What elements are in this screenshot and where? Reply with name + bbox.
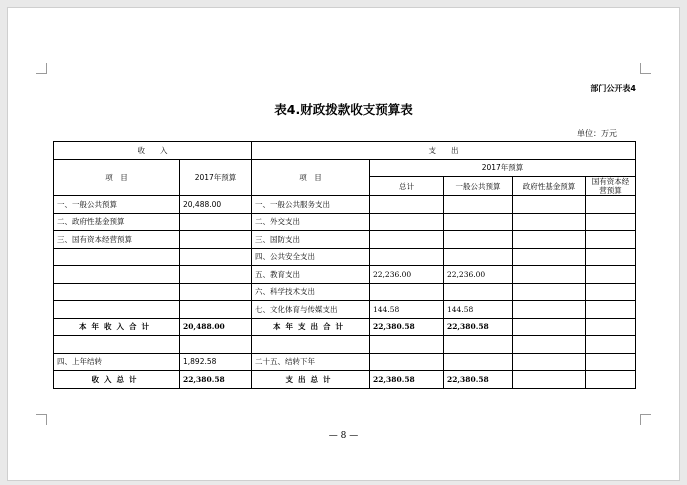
- expense-general-cell: [444, 231, 513, 249]
- table-cell: [513, 318, 586, 336]
- expense-total-cell: 22,236.00: [370, 266, 444, 284]
- income-item-cell: 一、一般公共预算: [54, 196, 180, 214]
- total-header: 总计: [370, 177, 444, 196]
- income-amount-cell: [180, 231, 252, 249]
- table-row: [54, 283, 636, 301]
- table-row: [54, 196, 636, 214]
- expense-budget-header: 2017年预算: [370, 159, 636, 177]
- expense-capital-cell: [586, 213, 636, 231]
- income-amount-cell: [180, 301, 252, 319]
- income-amount-cell: [180, 248, 252, 266]
- expense-fund-cell: [513, 196, 586, 214]
- year-expense-total-label: 本年支出合计: [252, 318, 370, 336]
- crop-mark-top-left: [36, 63, 47, 74]
- carry-income-value: 1,892.58: [180, 353, 252, 371]
- document-page: [7, 7, 680, 481]
- expense-item-cell: 三、国防支出: [252, 231, 370, 249]
- expense-capital-cell: [586, 266, 636, 284]
- expense-fund-cell: [513, 248, 586, 266]
- expense-total-cell: [370, 231, 444, 249]
- header-row-1: [54, 142, 636, 160]
- crop-mark-bottom-left: [36, 414, 47, 425]
- expense-header: 支 出: [252, 142, 636, 160]
- expense-general-cell: 22,236.00: [444, 266, 513, 284]
- expense-fund-cell: [513, 231, 586, 249]
- year-expense-total-value: 22,380.58: [370, 318, 444, 336]
- income-budget-header: 2017年预算: [180, 159, 252, 196]
- grand-income-total-label: 收入总计: [54, 371, 180, 389]
- expense-total-cell: [370, 283, 444, 301]
- expense-capital-cell: [586, 248, 636, 266]
- carry-income-item: 四、上年结转: [54, 353, 180, 371]
- table-row: [54, 266, 636, 284]
- crop-mark-top-right: [640, 63, 651, 74]
- header-row-2: [54, 159, 636, 177]
- year-income-total-value: 20,488.00: [180, 318, 252, 336]
- expense-total-cell: [370, 248, 444, 266]
- year-expense-general-value: 22,380.58: [444, 318, 513, 336]
- table-row: [54, 248, 636, 266]
- blank-row: [54, 336, 636, 354]
- grand-total-row: [54, 371, 636, 389]
- gov-fund-header: 政府性基金预算: [513, 177, 586, 196]
- state-capital-header: 国有资本经营预算: [586, 177, 636, 196]
- income-amount-cell: [180, 213, 252, 231]
- income-header: 收 入: [54, 142, 252, 160]
- expense-capital-cell: [586, 231, 636, 249]
- carry-expense-item: 二十五、结转下年: [252, 353, 370, 371]
- income-item-cell: [54, 266, 180, 284]
- expense-capital-cell: [586, 283, 636, 301]
- income-item-cell: 三、国有资本经营预算: [54, 231, 180, 249]
- unit-label: 单位：万元: [577, 129, 617, 138]
- table-row: [54, 231, 636, 249]
- expense-item-cell: 一、一般公共服务支出: [252, 196, 370, 214]
- year-income-total-label: 本年收入合计: [54, 318, 180, 336]
- expense-total-cell: 144.58: [370, 301, 444, 319]
- expense-fund-cell: [513, 213, 586, 231]
- general-public-header: 一般公共预算: [444, 177, 513, 196]
- income-item-cell: [54, 248, 180, 266]
- expense-general-cell: [444, 213, 513, 231]
- income-item-cell: 二、政府性基金预算: [54, 213, 180, 231]
- income-amount-cell: 20,488.00: [180, 196, 252, 214]
- year-total-row: [54, 318, 636, 336]
- expense-item-cell: 七、文化体育与传媒支出: [252, 301, 370, 319]
- grand-expense-total-label: 支出总计: [252, 371, 370, 389]
- table-row: [54, 213, 636, 231]
- expense-item-cell: 五、教育支出: [252, 266, 370, 284]
- grand-expense-general-value: 22,380.58: [444, 371, 513, 389]
- expense-general-cell: [444, 196, 513, 214]
- income-item-header: 项 目: [54, 159, 180, 196]
- table-row: [54, 301, 636, 319]
- expense-total-cell: [370, 196, 444, 214]
- income-amount-cell: [180, 266, 252, 284]
- expense-fund-cell: [513, 283, 586, 301]
- page-number: — 8 —: [328, 431, 359, 441]
- expense-fund-cell: [513, 266, 586, 284]
- table-cell: [586, 318, 636, 336]
- document-label: 部门公开表4: [590, 84, 636, 93]
- crop-mark-bottom-right: [640, 414, 651, 425]
- expense-general-cell: [444, 283, 513, 301]
- income-item-cell: [54, 283, 180, 301]
- expense-capital-cell: [586, 196, 636, 214]
- income-amount-cell: [180, 283, 252, 301]
- expense-total-cell: [370, 213, 444, 231]
- expense-item-cell: 二、外交支出: [252, 213, 370, 231]
- carry-row: [54, 353, 636, 371]
- expense-general-cell: 144.58: [444, 301, 513, 319]
- expense-item-cell: 六、科学技术支出: [252, 283, 370, 301]
- grand-expense-total-value: 22,380.58: [370, 371, 444, 389]
- expense-general-cell: [444, 248, 513, 266]
- budget-table: [53, 141, 636, 389]
- expense-item-header: 项 目: [252, 159, 370, 196]
- grand-income-total-value: 22,380.58: [180, 371, 252, 389]
- income-item-cell: [54, 301, 180, 319]
- expense-fund-cell: [513, 301, 586, 319]
- expense-item-cell: 四、公共安全支出: [252, 248, 370, 266]
- expense-capital-cell: [586, 301, 636, 319]
- page-title: 表4.财政拨款收支预算表: [274, 102, 413, 117]
